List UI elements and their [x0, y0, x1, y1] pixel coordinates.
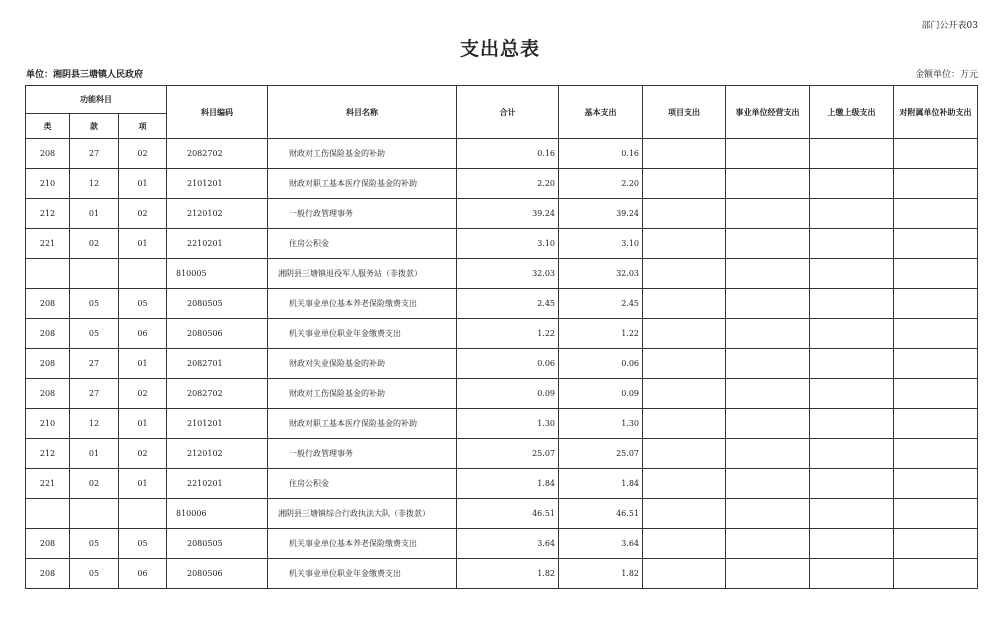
cell-business	[726, 319, 810, 349]
cell-name: 一般行政管理事务	[268, 439, 457, 469]
cell-business	[726, 199, 810, 229]
cell-total: 39.24	[457, 199, 559, 229]
cell-upper	[810, 439, 894, 469]
table-row	[26, 139, 978, 169]
cell-basic: 1.84	[559, 469, 643, 499]
cell-xiang: 01	[119, 229, 167, 259]
cell-name: 机关事业单位职业年金缴费支出	[268, 559, 457, 589]
cell-kuan: 02	[70, 229, 119, 259]
header-project: 项目支出	[643, 86, 726, 139]
cell-total: 32.03	[457, 259, 559, 289]
cell-kuan: 01	[70, 439, 119, 469]
cell-lei: 221	[26, 469, 70, 499]
cell-business	[726, 499, 810, 529]
cell-upper	[810, 409, 894, 439]
cell-upper	[810, 289, 894, 319]
cell-project	[643, 169, 726, 199]
cell-upper	[810, 229, 894, 259]
cell-total: 2.45	[457, 289, 559, 319]
cell-name: 一般行政管理事务	[268, 199, 457, 229]
cell-project	[643, 439, 726, 469]
cell-basic: 1.30	[559, 409, 643, 439]
cell-xiang: 01	[119, 469, 167, 499]
cell-lei: 212	[26, 439, 70, 469]
cell-xiang: 02	[119, 199, 167, 229]
cell-lei	[26, 259, 70, 289]
cell-xiang: 01	[119, 409, 167, 439]
table-row	[26, 529, 978, 559]
header-xiang: 项	[119, 114, 167, 139]
table-row	[26, 349, 978, 379]
cell-lei: 210	[26, 409, 70, 439]
cell-business	[726, 349, 810, 379]
unit-label: 单位：湘阴县三塘镇人民政府	[26, 70, 144, 80]
cell-name: 湘阴县三塘镇综合行政执法大队（非拨款）	[268, 499, 457, 529]
cell-total: 0.06	[457, 349, 559, 379]
cell-subsidy	[894, 139, 978, 169]
cell-subsidy	[894, 259, 978, 289]
cell-basic: 2.45	[559, 289, 643, 319]
cell-business	[726, 289, 810, 319]
cell-name: 财政对职工基本医疗保险基金的补助	[268, 409, 457, 439]
header-subsidy: 对附属单位补助支出	[894, 86, 978, 139]
cell-project	[643, 409, 726, 439]
cell-project	[643, 229, 726, 259]
cell-lei: 208	[26, 379, 70, 409]
cell-lei: 208	[26, 529, 70, 559]
cell-basic: 0.16	[559, 139, 643, 169]
cell-basic: 39.24	[559, 199, 643, 229]
cell-basic: 2.20	[559, 169, 643, 199]
table-row	[26, 469, 978, 499]
cell-total: 1.84	[457, 469, 559, 499]
cell-name: 财政对工伤保险基金的补助	[268, 139, 457, 169]
cell-upper	[810, 529, 894, 559]
cell-code: 2120102	[167, 199, 268, 229]
cell-code: 2120102	[167, 439, 268, 469]
cell-upper	[810, 169, 894, 199]
cell-lei: 208	[26, 289, 70, 319]
header-code: 科目编码	[167, 86, 268, 139]
cell-business	[726, 439, 810, 469]
cell-kuan: 05	[70, 529, 119, 559]
cell-lei: 208	[26, 319, 70, 349]
cell-subsidy	[894, 229, 978, 259]
cell-subsidy	[894, 559, 978, 589]
cell-xiang: 05	[119, 289, 167, 319]
cell-basic: 46.51	[559, 499, 643, 529]
cell-code: 2080506	[167, 559, 268, 589]
cell-project	[643, 319, 726, 349]
cell-upper	[810, 319, 894, 349]
cell-subsidy	[894, 409, 978, 439]
cell-kuan: 05	[70, 289, 119, 319]
cell-total: 25.07	[457, 439, 559, 469]
cell-code: 2080505	[167, 289, 268, 319]
cell-upper	[810, 379, 894, 409]
cell-code: 2082702	[167, 379, 268, 409]
header-upper: 上缴上级支出	[810, 86, 894, 139]
cell-basic: 0.09	[559, 379, 643, 409]
cell-project	[643, 289, 726, 319]
cell-upper	[810, 199, 894, 229]
cell-basic: 1.82	[559, 559, 643, 589]
expenditure-table	[25, 85, 978, 589]
cell-code: 810006	[167, 499, 268, 529]
cell-subsidy	[894, 469, 978, 499]
cell-business	[726, 169, 810, 199]
cell-xiang	[119, 499, 167, 529]
cell-code: 2082701	[167, 349, 268, 379]
header-func-group: 功能科目	[26, 86, 167, 114]
cell-subsidy	[894, 199, 978, 229]
cell-upper	[810, 259, 894, 289]
cell-business	[726, 529, 810, 559]
table-row	[26, 259, 978, 289]
table-row	[26, 409, 978, 439]
cell-code: 810005	[167, 259, 268, 289]
cell-kuan: 27	[70, 139, 119, 169]
cell-total: 2.20	[457, 169, 559, 199]
table-row	[26, 439, 978, 469]
cell-name: 财政对失业保险基金的补助	[268, 349, 457, 379]
cell-total: 1.30	[457, 409, 559, 439]
cell-name: 机关事业单位基本养老保险缴费支出	[268, 529, 457, 559]
cell-basic: 1.22	[559, 319, 643, 349]
cell-name: 住房公积金	[268, 469, 457, 499]
cell-code: 2210201	[167, 229, 268, 259]
cell-lei: 208	[26, 349, 70, 379]
cell-business	[726, 139, 810, 169]
header-total: 合计	[457, 86, 559, 139]
cell-kuan: 02	[70, 469, 119, 499]
cell-total: 0.16	[457, 139, 559, 169]
header-kuan: 款	[70, 114, 119, 139]
cell-total: 1.82	[457, 559, 559, 589]
table-row	[26, 169, 978, 199]
cell-kuan: 27	[70, 349, 119, 379]
cell-subsidy	[894, 529, 978, 559]
cell-basic: 25.07	[559, 439, 643, 469]
cell-project	[643, 499, 726, 529]
cell-name: 湘阴县三塘镇退役军人服务站（非拨款）	[268, 259, 457, 289]
cell-name: 住房公积金	[268, 229, 457, 259]
cell-xiang: 01	[119, 349, 167, 379]
cell-code: 2080506	[167, 319, 268, 349]
cell-xiang: 02	[119, 139, 167, 169]
cell-code: 2210201	[167, 469, 268, 499]
cell-kuan: 12	[70, 409, 119, 439]
cell-code: 2101201	[167, 409, 268, 439]
cell-business	[726, 229, 810, 259]
cell-kuan: 27	[70, 379, 119, 409]
cell-subsidy	[894, 499, 978, 529]
cell-business	[726, 379, 810, 409]
cell-project	[643, 139, 726, 169]
cell-total: 0.09	[457, 379, 559, 409]
table-row	[26, 229, 978, 259]
header-basic: 基本支出	[559, 86, 643, 139]
table-row	[26, 199, 978, 229]
cell-upper	[810, 499, 894, 529]
cell-subsidy	[894, 439, 978, 469]
header-name: 科目名称	[268, 86, 457, 139]
cell-project	[643, 349, 726, 379]
cell-kuan	[70, 259, 119, 289]
cell-kuan: 05	[70, 559, 119, 589]
cell-total: 3.64	[457, 529, 559, 559]
header-lei: 类	[26, 114, 70, 139]
cell-business	[726, 409, 810, 439]
cell-xiang: 02	[119, 379, 167, 409]
cell-project	[643, 199, 726, 229]
cell-xiang: 05	[119, 529, 167, 559]
cell-business	[726, 469, 810, 499]
page-title: 支出总表	[459, 38, 540, 60]
table-row	[26, 319, 978, 349]
cell-xiang: 01	[119, 169, 167, 199]
amount-unit-label: 金额单位：万元	[914, 70, 978, 80]
cell-business	[726, 559, 810, 589]
cell-kuan: 12	[70, 169, 119, 199]
cell-project	[643, 259, 726, 289]
cell-lei: 208	[26, 559, 70, 589]
cell-lei: 221	[26, 229, 70, 259]
cell-lei: 212	[26, 199, 70, 229]
cell-lei: 208	[26, 139, 70, 169]
cell-code: 2080505	[167, 529, 268, 559]
cell-kuan: 05	[70, 319, 119, 349]
cell-basic: 3.10	[559, 229, 643, 259]
cell-subsidy	[894, 319, 978, 349]
cell-project	[643, 379, 726, 409]
cell-total: 1.22	[457, 319, 559, 349]
cell-xiang: 02	[119, 439, 167, 469]
cell-basic: 32.03	[559, 259, 643, 289]
header-business: 事业单位经营支出	[726, 86, 810, 139]
cell-basic: 3.64	[559, 529, 643, 559]
cell-code: 2101201	[167, 169, 268, 199]
form-number: 部门公开表03	[921, 21, 978, 31]
cell-name: 财政对工伤保险基金的补助	[268, 379, 457, 409]
cell-project	[643, 469, 726, 499]
cell-business	[726, 259, 810, 289]
cell-total: 46.51	[457, 499, 559, 529]
cell-kuan: 01	[70, 199, 119, 229]
cell-name: 机关事业单位基本养老保险缴费支出	[268, 289, 457, 319]
cell-total: 3.10	[457, 229, 559, 259]
cell-xiang: 06	[119, 559, 167, 589]
table-row	[26, 559, 978, 589]
table-row	[26, 499, 978, 529]
cell-project	[643, 529, 726, 559]
cell-upper	[810, 559, 894, 589]
cell-upper	[810, 139, 894, 169]
cell-upper	[810, 469, 894, 499]
cell-xiang	[119, 259, 167, 289]
cell-name: 机关事业单位职业年金缴费支出	[268, 319, 457, 349]
table-row	[26, 379, 978, 409]
cell-subsidy	[894, 169, 978, 199]
cell-name: 财政对职工基本医疗保险基金的补助	[268, 169, 457, 199]
cell-code: 2082702	[167, 139, 268, 169]
cell-subsidy	[894, 289, 978, 319]
cell-basic: 0.06	[559, 349, 643, 379]
cell-lei: 210	[26, 169, 70, 199]
cell-xiang: 06	[119, 319, 167, 349]
cell-project	[643, 559, 726, 589]
cell-kuan	[70, 499, 119, 529]
cell-subsidy	[894, 379, 978, 409]
cell-subsidy	[894, 349, 978, 379]
cell-lei	[26, 499, 70, 529]
cell-upper	[810, 349, 894, 379]
table-row	[26, 289, 978, 319]
